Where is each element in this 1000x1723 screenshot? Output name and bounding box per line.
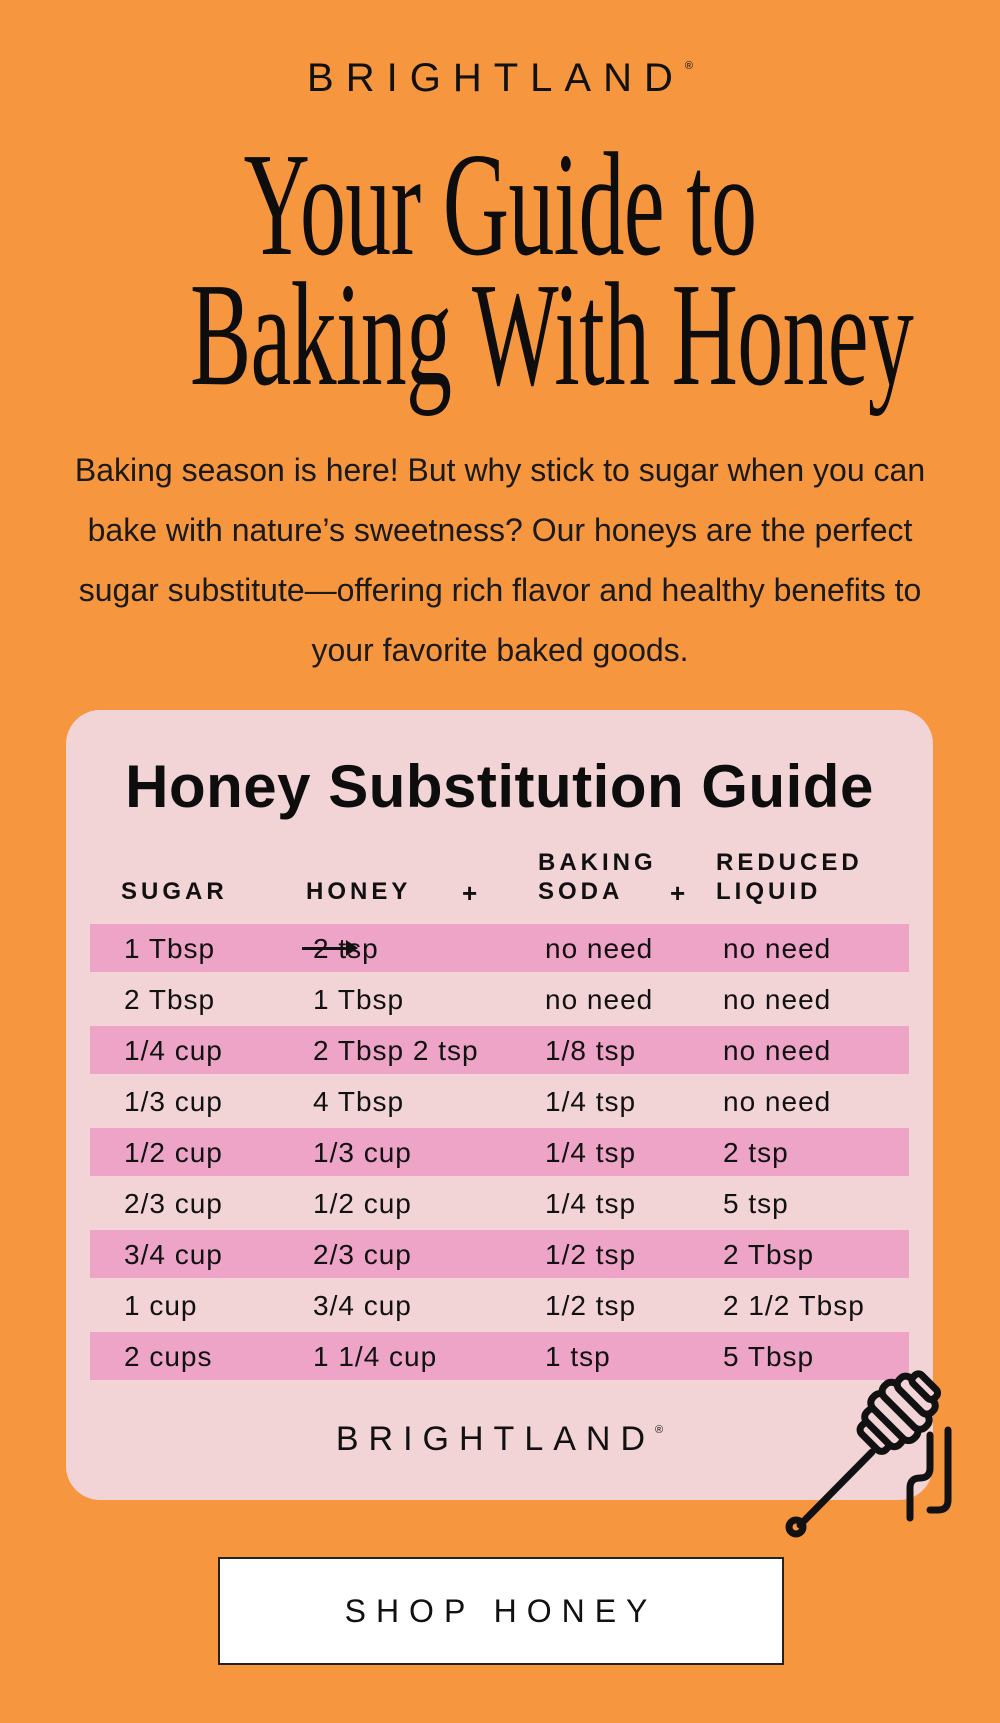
brand-logo-top: BRIGHTLAND® [307, 56, 693, 100]
cell-reduced-liquid: no need [723, 984, 832, 1015]
cell-baking-soda: no need [545, 984, 654, 1015]
cell-honey: 4 Tbsp [313, 1086, 405, 1117]
cell-baking-soda: 1 tsp [545, 1341, 611, 1372]
cell-sugar: 1 Tbsp [124, 933, 216, 964]
cell-sugar: 2/3 cup [124, 1188, 223, 1219]
plus-sign-2: + [670, 878, 686, 908]
cell-sugar: 3/4 cup [124, 1239, 223, 1270]
cell-honey: 1/2 cup [313, 1188, 412, 1219]
honey-dipper-icon [780, 1340, 965, 1540]
table-row [90, 975, 909, 1023]
shop-honey-button[interactable]: SHOP HONEY [218, 1557, 784, 1665]
cell-sugar: 1 cup [124, 1290, 198, 1321]
cell-honey: 2/3 cup [313, 1239, 412, 1270]
col-header-honey: HONEY [306, 878, 412, 905]
cell-sugar: 1/3 cup [124, 1086, 223, 1117]
cell-sugar: 1/4 cup [124, 1035, 223, 1066]
cell-honey: 1 1/4 cup [313, 1341, 438, 1372]
cell-honey: 2 tsp [313, 933, 379, 964]
col-header-reduced-liquid: REDUCED LIQUID [716, 849, 863, 905]
cell-honey: 2 Tbsp 2 tsp [313, 1035, 479, 1066]
cell-honey: 1 Tbsp [313, 984, 405, 1015]
cell-reduced-liquid: 2 1/2 Tbsp [723, 1290, 865, 1321]
cell-reduced-liquid: no need [723, 933, 832, 964]
col-header-sugar: SUGAR [121, 878, 228, 905]
cell-sugar: 2 cups [124, 1341, 213, 1372]
cell-sugar: 2 Tbsp [124, 984, 216, 1015]
cell-reduced-liquid: no need [723, 1086, 832, 1117]
cell-baking-soda: 1/4 tsp [545, 1188, 637, 1219]
cell-reduced-liquid: 2 Tbsp [723, 1239, 815, 1270]
table-row [90, 1179, 909, 1227]
cell-reduced-liquid: 2 tsp [723, 1137, 789, 1168]
cell-reduced-liquid: 5 tsp [723, 1188, 789, 1219]
table-row [90, 1026, 909, 1074]
table-row [90, 1128, 909, 1176]
cell-baking-soda: 1/2 tsp [545, 1290, 637, 1321]
cell-baking-soda: 1/4 tsp [545, 1137, 637, 1168]
cell-sugar: 1/2 cup [124, 1137, 223, 1168]
cell-honey: 1/3 cup [313, 1137, 412, 1168]
brand-logo-bottom: BRIGHTLAND® [335, 1420, 664, 1458]
table-row [90, 924, 909, 972]
cell-baking-soda: 1/4 tsp [545, 1086, 637, 1117]
table-row [90, 1281, 909, 1329]
headline-line-1: Your Guide to [243, 123, 757, 287]
substitution-table [90, 924, 909, 1383]
page-headline [190, 123, 914, 417]
cell-honey: 3/4 cup [313, 1290, 412, 1321]
cell-baking-soda: 1/8 tsp [545, 1035, 637, 1066]
table-row [90, 1077, 909, 1125]
cell-baking-soda: no need [545, 933, 654, 964]
cell-reduced-liquid: no need [723, 1035, 832, 1066]
headline-line-2: Baking With Honey [190, 253, 914, 417]
col-header-baking-soda: BAKING SODA [538, 849, 657, 905]
cell-reduced-liquid: 5 Tbsp [723, 1341, 815, 1372]
guide-title: Honey Substitution Guide [125, 753, 874, 820]
intro-paragraph: Baking season is here! But why stick to sugar when you can bake with nature’s sweetness? Our honeys are the perfect sugar substitute—offering rich flavor and healthy benefits to your favorite baked goods. [74, 452, 926, 668]
table-row [90, 1230, 909, 1278]
plus-sign-1: + [462, 878, 478, 908]
cell-baking-soda: 1/2 tsp [545, 1239, 637, 1270]
